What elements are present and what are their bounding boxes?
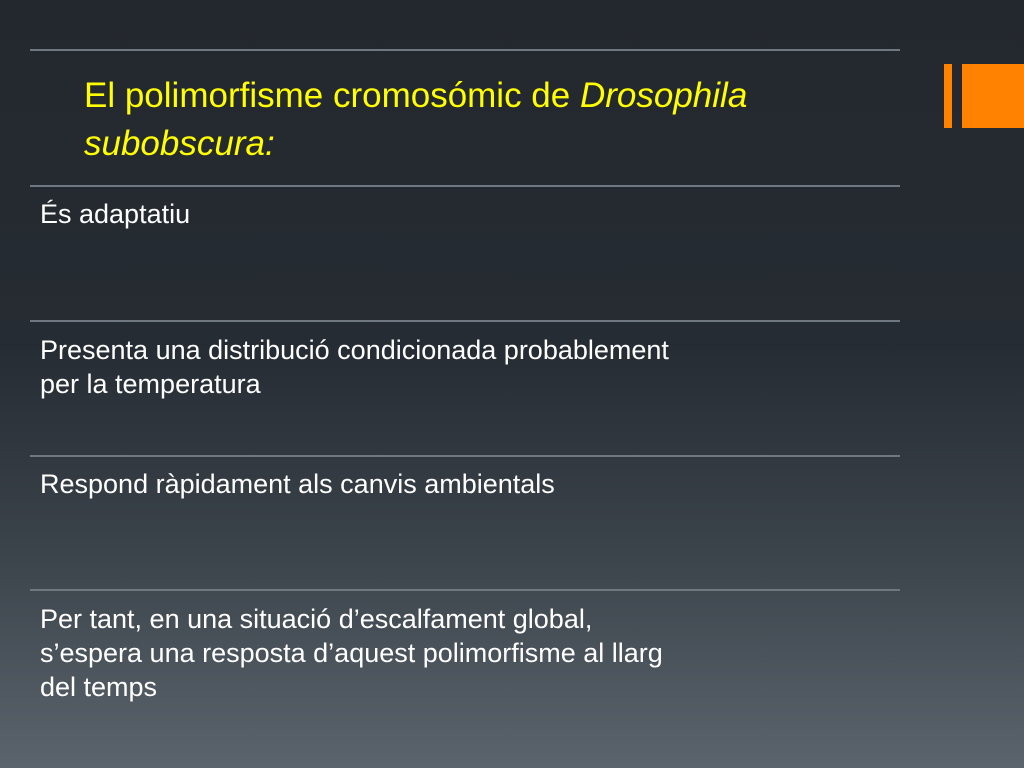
divider-3 xyxy=(30,455,900,457)
accent-bar-thin xyxy=(944,64,952,128)
row-4-line-2: s’espera una resposta d’aquest polimorfisme al llarg xyxy=(40,638,663,668)
title-text: El polimorfisme cromosómic de xyxy=(84,76,580,115)
row-2-text xyxy=(40,333,890,401)
row-4-line-1: Per tant, en una situació d’escalfament global, xyxy=(40,604,593,634)
row-2-line-2: per la temperatura xyxy=(40,369,261,399)
slide-title xyxy=(84,72,914,168)
divider-4 xyxy=(30,589,900,591)
row-1-line-1: És adaptatiu xyxy=(40,199,191,229)
top-divider xyxy=(30,49,900,51)
row-1-text xyxy=(40,197,890,231)
title-species-genus: Drosophila xyxy=(579,76,748,115)
divider-2 xyxy=(30,320,900,322)
row-4-line-3: del temps xyxy=(40,672,158,702)
row-3-text xyxy=(40,467,890,501)
divider-1 xyxy=(30,185,900,187)
title-species-epithet: subobscura: xyxy=(84,124,275,163)
row-2-line-1: Presenta una distribució condicionada probablement xyxy=(40,335,669,365)
row-4-text xyxy=(40,602,890,704)
accent-bar-thick xyxy=(962,64,1024,128)
row-3-line-1: Respond ràpidament als canvis ambientals xyxy=(40,469,555,499)
